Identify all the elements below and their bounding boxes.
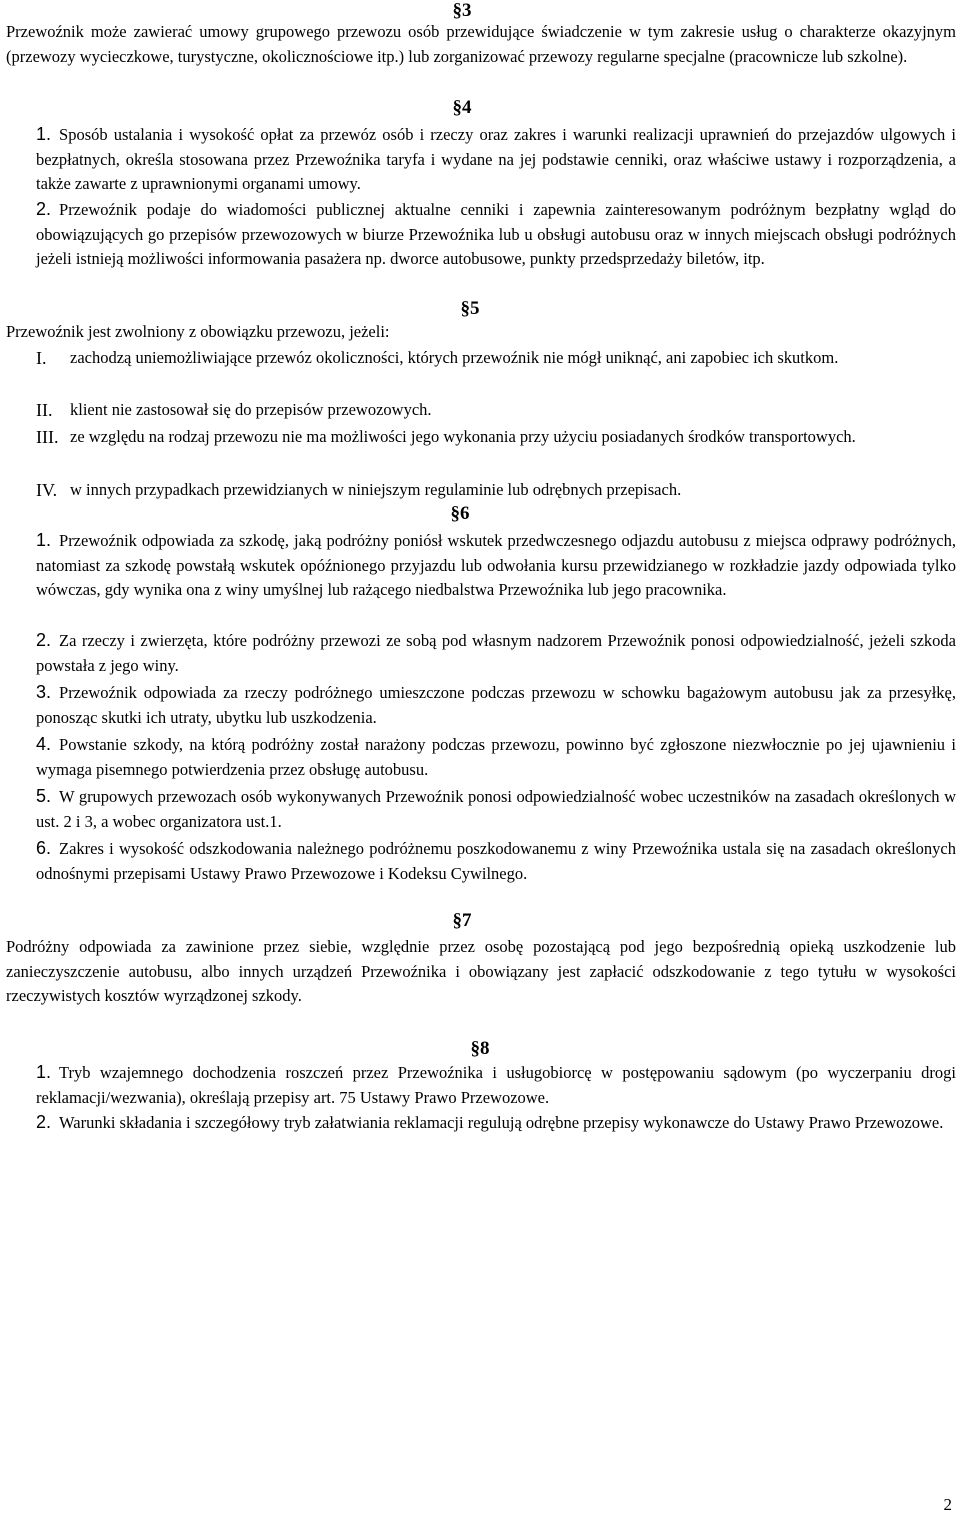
item-number: 6.: [36, 838, 52, 858]
item-number: I.: [36, 348, 47, 368]
section-6-item-5: [36, 784, 956, 834]
item-number: 1.: [36, 124, 52, 144]
item-text: Przewoźnik odpowiada za szkodę, jaką podróżny poniósł wskutek przedwczesnego odjazdu autobusu z miejsca odprawy podróżnych, natomiast za szkodę powstałą wskutek opóźnionego przyjazdu lub odwołania kursu przewidzianego w rozkładzie jazdy odpowiada tylko wówczas, gdy wynika ona z winy umyślnej lub rażącego niedbalstwa Przewoźnika lub jego pracownika.: [36, 531, 956, 599]
section-6-item-6: [36, 836, 956, 886]
item-number: 3.: [36, 682, 52, 702]
section-3-heading: §3: [452, 0, 472, 21]
item-number: 2.: [36, 199, 52, 219]
section-8-item-2: [36, 1110, 956, 1136]
section-6-item-3: [36, 680, 956, 730]
item-text: Sposób ustalania i wysokość opłat za przewóz osób i rzeczy oraz zakres i warunki realizacji uprawnień do przejazdów ulgowych i bezpłatnych, określa stosowana przez Przewoźnika taryfa i wydane na jej podstawie cenniki, oraz właściwe ustawy i rozporządzenia, a także zawarte z uprawnionymi organami umowy.: [36, 125, 956, 193]
item-text: Przewoźnik odpowiada za rzeczy podróżnego umieszczone podczas przewozu w schowku bagażowym autobusu jak za przesyłkę, ponosząc skutki ich utraty, ubytku lub uszkodzenia.: [36, 683, 956, 727]
item-number: 1.: [36, 530, 52, 550]
item-text: Za rzeczy i zwierzęta, które podróżny przewozi ze sobą pod własnym nadzorem Przewoźnik ponosi odpowiedzialność, jeżeli szkoda powstała z jego winy.: [36, 631, 956, 675]
section-8-heading: §8: [470, 1038, 490, 1059]
section-4-heading: §4: [452, 97, 472, 118]
section-8-item-1: [36, 1060, 956, 1110]
section-4-item-2: [36, 197, 956, 272]
item-text: zachodzą uniemożliwiające przewóz okoliczności, których przewoźnik nie mógł uniknąć, ani zapobiec ich skutkom.: [70, 348, 839, 367]
page-number: 2: [943, 1495, 952, 1514]
item-text: Powstanie szkody, na którą podróżny został narażony podczas przewozu, powinno być zgłoszone niezwłocznie po jej ujawnieniu i wymaga pisemnego potwierdzenia przez obsługę autobusu.: [36, 735, 956, 779]
item-text: w innych przypadkach przewidzianych w niniejszym regulaminie lub odrębnych przepisach.: [70, 480, 682, 499]
section-5-intro: Przewoźnik jest zwolniony z obowiązku przewozu, jeżeli:: [6, 322, 390, 341]
item-text: Przewoźnik podaje do wiadomości publicznej aktualne cenniki i zapewnia zainteresowanym podróżnym bezpłatny wgląd do obowiązujących go przepisów przewozowych w biurze Przewoźnika lub u obsługi autobusu oraz w innych miejscach obsługi podróżnych jeżeli istnieją możliwości informowania pasażera np. dworce autobusowe, punkty przedsprzedaży biletów, itp.: [36, 200, 956, 268]
item-text: W grupowych przewozach osób wykonywanych Przewoźnik ponosi odpowiedzialność wobec uczestników na zasadach określonych w ust. 2 i 3, a wobec organizatora ust.1.: [36, 787, 956, 831]
item-number: 1.: [36, 1062, 52, 1082]
section-5-item-2: [36, 398, 956, 422]
section-4-item-1: [36, 122, 956, 197]
item-number: II.: [36, 400, 53, 420]
section-6-item-4: [36, 732, 956, 782]
section-7-text: Podróżny odpowiada za zawinione przez siebie, względnie przez osobę pozostającą pod jego bezpośrednią opieką uszkodzenie lub zanieczyszczenie autobusu, albo innych urządzeń Przewoźnika i obowiązany jest zapłacić odszkodowanie z tego tytułu w wysokości rzeczywistych kosztów wyrządzonej szkody.: [6, 937, 956, 1005]
section-6-heading: §6: [450, 503, 470, 524]
section-5-heading: §5: [460, 298, 480, 319]
item-text: klient nie zastosował się do przepisów przewozowych.: [70, 400, 432, 419]
item-text: Warunki składania i szczegółowy tryb załatwiania reklamacji regulują odrębne przepisy wykonawcze do Ustawy Prawo Przewozowe.: [59, 1113, 944, 1132]
item-number: III.: [36, 427, 59, 447]
section-5-item-3: [36, 425, 956, 473]
item-number: 4.: [36, 734, 52, 754]
section-7-heading: §7: [452, 910, 472, 931]
section-5-item-1: [36, 346, 956, 394]
item-number: 2.: [36, 630, 52, 650]
item-text: Tryb wzajemnego dochodzenia roszczeń przez Przewoźnika i usługobiorcę w postępowaniu sądowym (po wyczerpaniu drogi reklamacji/wezwania), określają przepisy art. 75 Ustawy Prawo Przewozowe.: [36, 1063, 956, 1107]
item-number: 5.: [36, 786, 52, 806]
section-6-item-1: [36, 528, 956, 603]
section-5-item-4: [36, 478, 956, 502]
item-text: ze względu na rodzaj przewozu nie ma możliwości jego wykonania przy użyciu posiadanych środków transportowych.: [70, 427, 856, 446]
item-number: 2.: [36, 1112, 52, 1132]
section-6-item-2: [36, 628, 956, 678]
item-number: IV.: [36, 480, 58, 500]
section-3-text: Przewoźnik może zawierać umowy grupowego przewozu osób przewidujące świadczenie w tym zakresie usług o charakterze okazyjnym (przewozy wycieczkowe, turystyczne, okolicznościowe itp.) lub zorganizować przewozy regularne specjalne (pracownicze lub szkolne).: [6, 22, 956, 66]
item-text: Zakres i wysokość odszkodowania należnego podróżnemu poszkodowanemu z winy Przewoźnika ustala się na zasadach określonych odnośnymi przepisami Ustawy Prawo Przewozowe i Kodeksu Cywilnego.: [36, 839, 956, 883]
